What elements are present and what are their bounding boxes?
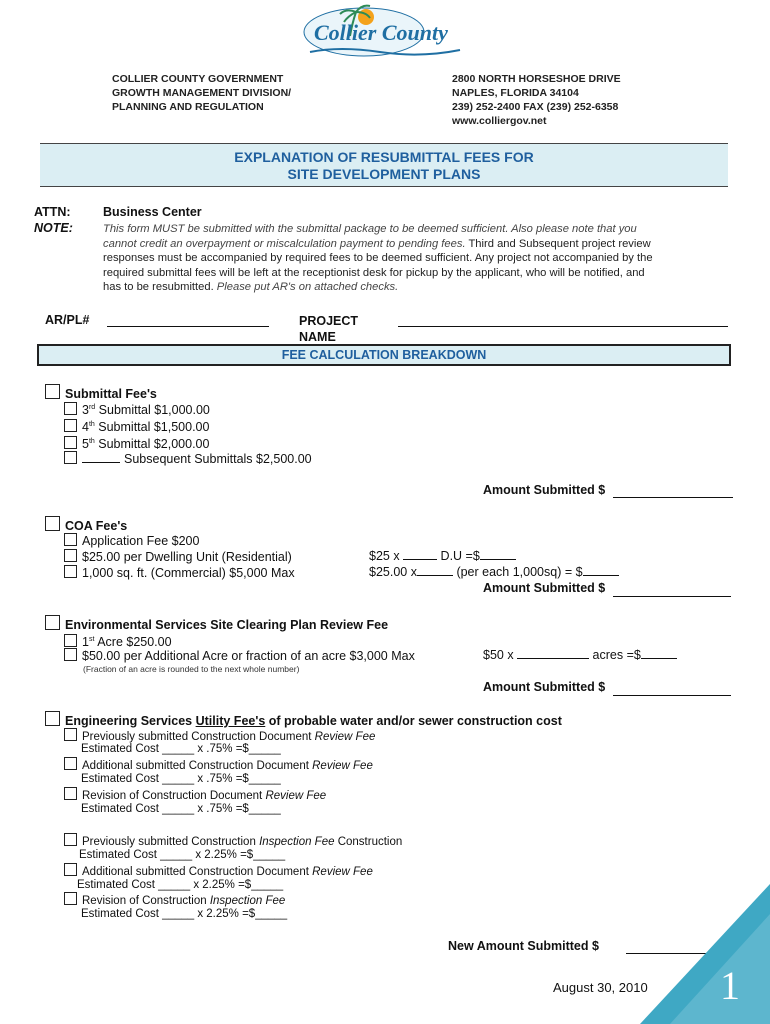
collier-county-logo xyxy=(300,2,470,58)
commercial-item xyxy=(64,565,295,581)
eng-item-text: Previously submitted Construction Document xyxy=(82,731,315,743)
form-title-line1: EXPLANATION OF RESUBMITTAL FEES FOR xyxy=(234,149,534,165)
eng-inspection-item-2 xyxy=(64,863,373,879)
subsequent-submittal-text: Subsequent Submittals $2,500.00 xyxy=(124,452,312,466)
note-line-2b: Third and Subsequent project review xyxy=(465,237,651,250)
application-fee-checkbox[interactable] xyxy=(64,533,77,546)
acre-calc-prefix: $50 x xyxy=(483,648,514,662)
form-title-box xyxy=(40,143,728,187)
comm-calc-prefix: $25.00 x xyxy=(369,565,417,579)
page-number: 1 xyxy=(720,963,740,1008)
acre-count-field[interactable] xyxy=(517,658,589,659)
dwelling-unit-calc xyxy=(369,549,516,564)
project-label-line1: PROJECT xyxy=(299,314,359,328)
eng-item-text: Additional submitted Construction Document xyxy=(82,866,313,878)
dwelling-unit-item xyxy=(64,549,292,565)
du-calc-suffix: D.U =$ xyxy=(437,549,480,563)
first-acre-number: 1 xyxy=(82,635,89,650)
fifth-submittal-checkbox[interactable] xyxy=(64,436,77,449)
eng-item-fee-type: Review Fee xyxy=(312,760,373,772)
engineering-fees-checkbox[interactable] xyxy=(45,711,60,726)
eng-review-checkbox-3[interactable] xyxy=(64,787,77,800)
eng-inspection-calc-2: Estimated Cost _____ x 2.25% =$_____ xyxy=(77,879,284,891)
eng-item-fee-type: Review Fee xyxy=(312,866,373,878)
coa-amount-label: Amount Submitted $ xyxy=(483,581,606,595)
note-line-2a: cannot credit an overpayment or miscalculation payment to pending fees. xyxy=(103,237,466,250)
eng-inspection-checkbox-1[interactable] xyxy=(64,833,77,846)
fee-calculation-title: FEE CALCULATION BREAKDOWN xyxy=(281,348,487,362)
eng-item-fee-type: Review Fee xyxy=(265,790,327,802)
environmental-fees-checkbox[interactable] xyxy=(45,615,60,630)
comm-total-field[interactable] xyxy=(583,575,619,576)
agency-address-block xyxy=(112,72,291,114)
eng-review-calc-1: Estimated Cost _____ x .75% =$_____ xyxy=(81,743,281,755)
acre-total-field[interactable] xyxy=(641,658,677,659)
eng-review-calc-3: Estimated Cost _____ x .75% =$_____ xyxy=(81,803,281,815)
eng-inspection-calc-3: Estimated Cost _____ x 2.25% =$_____ xyxy=(81,908,288,920)
ordinal-suffix: rd xyxy=(88,404,96,411)
environmental-fees-title: Environmental Services Site Clearing Plan Review Fee xyxy=(65,618,389,632)
note-line-3: responses must be accompanied by required fees to be deemed sufficient. Any project not accompanied by the xyxy=(103,252,653,265)
environmental-amount-field[interactable] xyxy=(613,695,731,696)
ordinal-number: 4 xyxy=(82,420,89,435)
du-calc-prefix: $25 x xyxy=(369,549,400,563)
eng-item-fee-type: Review Fee xyxy=(314,731,376,743)
fourth-submittal-item xyxy=(64,417,209,435)
fee-calculation-header xyxy=(37,344,731,366)
eng-item-text: Additional submitted Construction Document xyxy=(82,760,313,772)
dwelling-unit-checkbox[interactable] xyxy=(64,549,77,562)
phone-fax: 239) 252-2400 FAX (239) 252-6358 xyxy=(452,101,619,113)
logo-text: Collier County xyxy=(314,20,448,45)
first-acre-suffix: st xyxy=(88,636,95,643)
acre-calc xyxy=(483,648,677,663)
eng-item-text-tail: Construction xyxy=(334,836,403,848)
additional-acre-item xyxy=(64,648,415,664)
submittal-fee-text: Submittal $1,500.00 xyxy=(94,420,210,435)
engineering-title-a: Engineering Services xyxy=(65,714,196,728)
third-submittal-item xyxy=(64,400,210,418)
third-submittal-checkbox[interactable] xyxy=(64,402,77,415)
arpl-label: AR/PL# xyxy=(45,313,90,327)
ordinal-number: 3 xyxy=(82,403,89,418)
project-label-line2: NAME xyxy=(299,330,336,344)
application-fee-item xyxy=(64,533,199,549)
commercial-calc xyxy=(369,565,619,580)
agency-line: COLLIER COUNTY GOVERNMENT xyxy=(112,73,284,85)
eng-review-calc-2: Estimated Cost _____ x .75% =$_____ xyxy=(81,773,281,785)
ordinal-suffix: th xyxy=(88,438,95,445)
dwelling-unit-text: $25.00 per Dwelling Unit (Residential) xyxy=(82,550,292,564)
comm-count-field[interactable] xyxy=(417,575,453,576)
city-address: NAPLES, FLORIDA 34104 xyxy=(452,87,579,99)
submittal-fees-checkbox[interactable] xyxy=(45,384,60,399)
du-count-field[interactable] xyxy=(403,559,437,560)
submittal-amount-label: Amount Submitted $ xyxy=(483,483,606,497)
form-date: August 30, 2010 xyxy=(553,980,648,995)
submittal-fees-title: Submittal Fee's xyxy=(65,387,157,401)
eng-inspection-checkbox-3[interactable] xyxy=(64,892,77,905)
note-line-5a: has to be resubmitted. xyxy=(103,281,214,294)
eng-review-item-3 xyxy=(64,787,326,803)
attn-label: ATTN: xyxy=(34,205,71,219)
acre-calc-suffix: acres =$ xyxy=(589,648,641,662)
eng-item-fee-type: Inspection Fee xyxy=(259,836,335,848)
commercial-checkbox[interactable] xyxy=(64,565,77,578)
new-amount-label: New Amount Submitted $ xyxy=(448,939,599,953)
eng-item-text: Revision of Construction xyxy=(82,895,210,907)
eng-review-checkbox-2[interactable] xyxy=(64,757,77,770)
contact-address-block xyxy=(452,72,621,128)
coa-fees-title: COA Fee's xyxy=(65,519,128,533)
eng-inspection-checkbox-2[interactable] xyxy=(64,863,77,876)
additional-acre-checkbox[interactable] xyxy=(64,648,77,661)
subsequent-submittal-checkbox[interactable] xyxy=(64,451,77,464)
ordinal-suffix: th xyxy=(88,421,95,428)
environmental-amount-label: Amount Submitted $ xyxy=(483,680,606,694)
note-line-1: This form MUST be submitted with the submittal package to be deemed sufficient. Also please note that you xyxy=(103,223,637,235)
first-acre-checkbox[interactable] xyxy=(64,634,77,647)
subsequent-submittal-item xyxy=(64,451,312,467)
note-text xyxy=(103,222,733,295)
note-label: NOTE: xyxy=(34,221,73,235)
coa-fees-heading xyxy=(45,516,127,534)
fourth-submittal-checkbox[interactable] xyxy=(64,419,77,432)
submittal-fee-text: Submittal $2,000.00 xyxy=(94,437,210,452)
coa-amount-field[interactable] xyxy=(613,596,731,597)
submittal-fee-text: Submittal $1,000.00 xyxy=(95,403,210,418)
application-fee-text: Application Fee $200 xyxy=(82,534,200,548)
submittal-amount-field[interactable] xyxy=(613,497,733,498)
website-link[interactable]: www.colliergov.net xyxy=(452,115,547,127)
eng-inspection-item-3 xyxy=(64,892,285,908)
eng-item-text: Revision of Construction Document xyxy=(82,790,266,802)
engineering-title-b: Utility Fee's xyxy=(195,714,266,728)
form-title-line2: SITE DEVELOPMENT PLANS xyxy=(287,166,481,182)
additional-acre-text: $50.00 per Additional Acre or fraction of an acre $3,000 Max xyxy=(82,649,415,663)
subsequent-count-field[interactable] xyxy=(82,462,120,463)
note-line-5b: Please put AR's on attached checks. xyxy=(213,281,399,294)
eng-inspection-item-1 xyxy=(64,833,402,849)
eng-review-checkbox-1[interactable] xyxy=(64,728,77,741)
note-line-4: required submittal fees will be left at the receptionist desk for pickup by the applicant, who will be notified, and xyxy=(103,266,645,279)
comm-calc-suffix: (per each 1,000sq) = $ xyxy=(452,565,583,579)
eng-review-item-2 xyxy=(64,757,373,773)
first-acre-text: Acre $250.00 xyxy=(94,635,172,650)
arpl-field[interactable] xyxy=(107,326,269,327)
commercial-text: 1,000 sq. ft. (Commercial) $5,000 Max xyxy=(82,566,295,580)
engineering-fees-heading xyxy=(45,711,562,729)
attn-value: Business Center xyxy=(103,205,202,219)
ordinal-number: 5 xyxy=(82,437,89,452)
du-total-field[interactable] xyxy=(480,559,516,560)
engineering-title-c: of probable water and/or sewer construction cost xyxy=(265,714,562,728)
fifth-submittal-item xyxy=(64,434,209,452)
acre-rounding-note: (Fraction of an acre is rounded to the next whole number) xyxy=(83,664,300,674)
page-corner-decoration-icon xyxy=(640,884,770,1024)
agency-line: GROWTH MANAGEMENT DIVISION/ xyxy=(112,87,292,99)
eng-inspection-calc-1: Estimated Cost _____ x 2.25% =$_____ xyxy=(79,849,286,861)
eng-item-fee-type: Inspection Fee xyxy=(209,895,286,907)
eng-item-text: Previously submitted Construction xyxy=(82,836,260,848)
agency-line: PLANNING AND REGULATION xyxy=(112,101,264,113)
street-address: 2800 NORTH HORSESHOE DRIVE xyxy=(452,73,621,85)
environmental-fees-heading xyxy=(45,615,388,633)
project-name-field[interactable] xyxy=(398,326,728,327)
project-name-label xyxy=(299,313,358,345)
coa-fees-checkbox[interactable] xyxy=(45,516,60,531)
